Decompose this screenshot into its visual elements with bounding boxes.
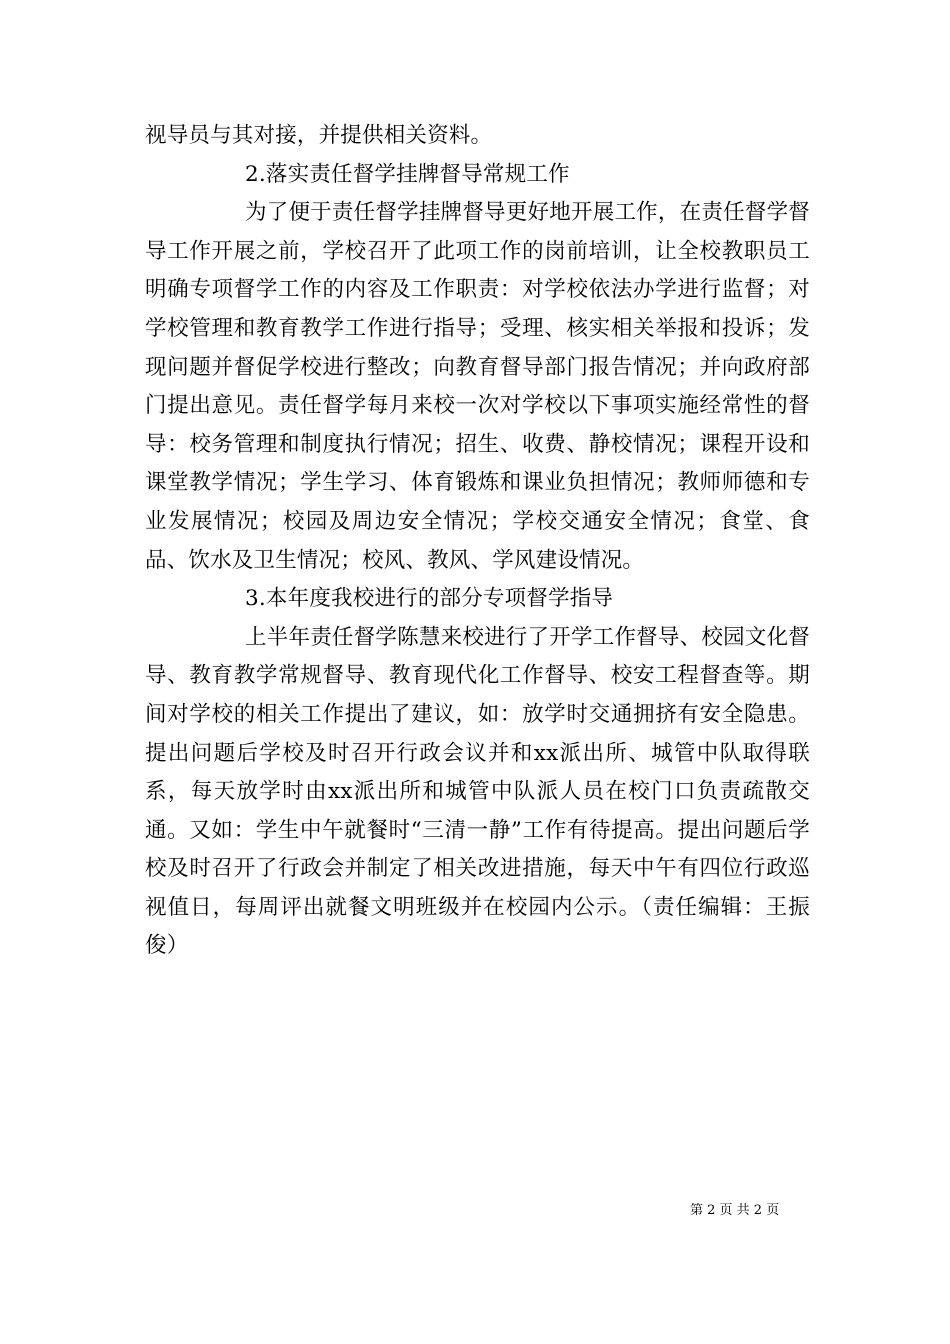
section-heading-2: 2.落实责任督学挂牌督导常规工作 xyxy=(245,161,570,187)
paragraph-continuation: 视导员与其对接，并提供相关资料。 xyxy=(145,123,493,148)
page-number-footer: 第 2 页 共 2 页 xyxy=(690,1203,780,1218)
paragraph-special-guidance: 上半年责任督学陈慧来校进行了开学工作督导、校园文化督导、教育教学常规督导、教育现代化工作督导、校安工程督查等。期间对学校的相关工作提出了建议，如：放学时交通拥挤有安全隐患。提出问题后学校及时召开行政会议并和xx派出所、城管中队取得联系，每天放学时由xx派出所和城管中队派人员在校门口负责疏散交通。又如：学生中午就餐时“三清一静”工作有待提高。提出问题后学校及时召开了行政会并制定了相关改进措施，每天中午有四位行政巡视值日，每周评出就餐文明班级并在校园内公示。（责任编辑：王振俊） xyxy=(145,624,810,959)
section-heading-3: 3.本年度我校进行的部分专项督学指导 xyxy=(245,586,614,612)
paragraph-duties: 为了便于责任督学挂牌督导更好地开展工作，在责任督学督导工作开展之前，学校召开了此项工作的岗前培训，让全校教职员工明确专项督学工作的内容及工作职责：对学校依法办学进行监督；对学校管理和教育教学工作进行指导；受理、核实相关举报和投诉；发现问题并督促学校进行整改；向教育督导部门报告情况；并向政府部门提出意见。责任督学每月来校一次对学校以下事项实施经常性的督导：校务管理和制度执行情况；招生、收费、静校情况；课程开设和课堂教学情况；学生学习、体育锻炼和课业负担情况；教师师德和专业发展情况；校园及周边安全情况；学校交通安全情况；食堂、食品、饮水及卫生情况；校风、教风、学风建设情况。 xyxy=(145,200,810,573)
body-text xyxy=(145,117,810,966)
